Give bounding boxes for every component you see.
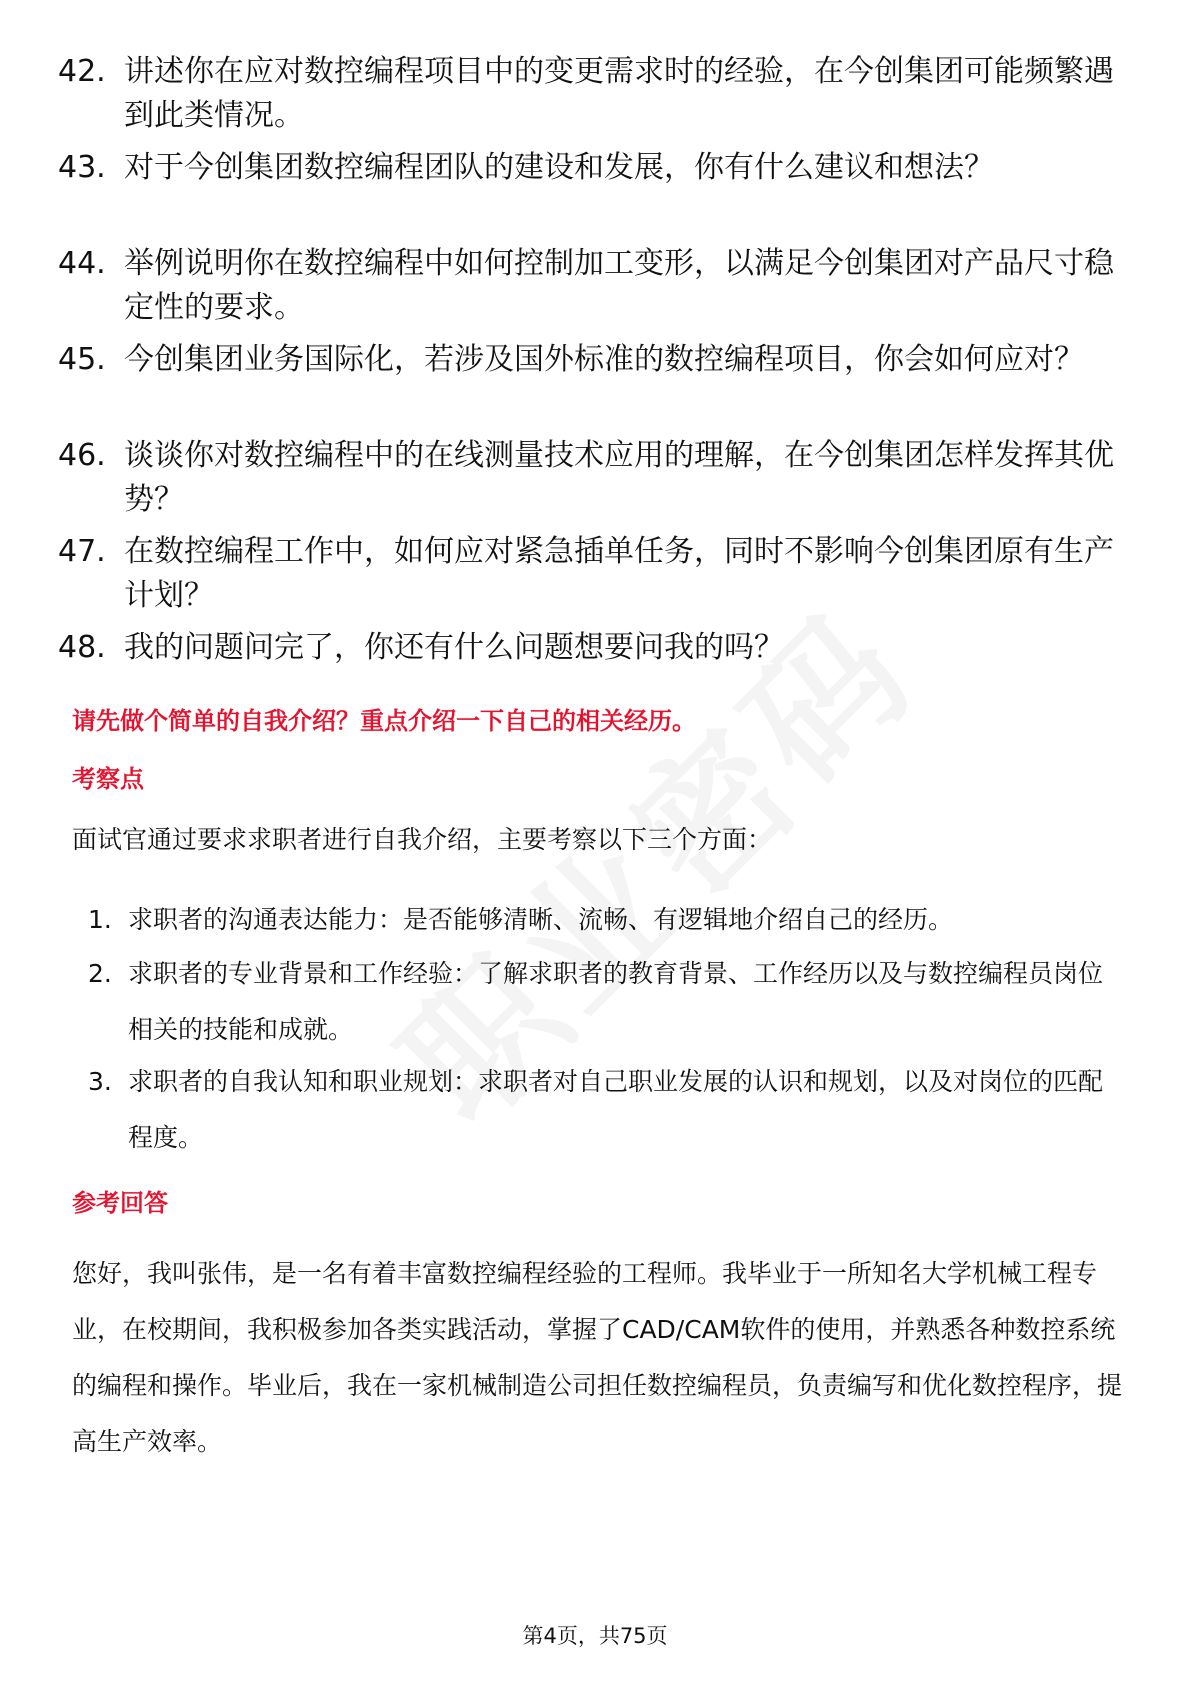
question-item <box>58 338 1118 382</box>
question-item <box>58 626 1118 670</box>
list-number: 2. <box>88 959 112 988</box>
question-number: 44. <box>58 246 106 281</box>
list-number: 1. <box>88 905 112 934</box>
list-item <box>88 946 1118 1058</box>
question-item <box>58 50 1118 138</box>
list-item <box>88 892 1118 948</box>
question-text: 对于今创集团数控编程团队的建设和发展，你有什么建议和想法？ <box>124 150 994 185</box>
question-item <box>58 146 1118 190</box>
exam-label: 考察点 <box>72 765 144 793</box>
question-number: 47. <box>58 534 106 569</box>
list-text: 求职者的沟通表达能力：是否能够清晰、流畅、有逻辑地介绍自己的经历。 <box>128 905 954 934</box>
question-item <box>58 530 1118 618</box>
question-number: 48. <box>58 630 106 665</box>
question-text: 我的问题问完了，你还有什么问题想要问我的吗？ <box>124 630 784 665</box>
question-number: 42. <box>58 54 106 89</box>
question-text: 举例说明你在数控编程中如何控制加工变形，以满足今创集团对产品尺寸稳定性的要求。 <box>124 246 1114 325</box>
section-title: 请先做个简单的自我介绍？重点介绍一下自己的相关经历。 <box>72 707 696 735</box>
list-text: 求职者的自我认知和职业规划：求职者对自己职业发展的认识和规划，以及对岗位的匹配程度。 <box>128 1067 1104 1152</box>
list-text: 求职者的专业背景和工作经验：了解求职者的教育背景、工作经历以及与数控编程员岗位相关的技能和成就。 <box>128 959 1104 1044</box>
question-text: 今创集团业务国际化，若涉及国外标准的数控编程项目，你会如何应对？ <box>124 342 1084 377</box>
question-number: 45. <box>58 342 106 377</box>
question-number: 46. <box>58 438 106 473</box>
question-text: 谈谈你对数控编程中的在线测量技术应用的理解，在今创集团怎样发挥其优势？ <box>124 438 1114 517</box>
question-number: 43. <box>58 150 106 185</box>
list-item <box>88 1054 1118 1166</box>
answer-paragraph: 您好，我叫张伟，是一名有着丰富数控编程经验的工程师。我毕业于一所知名大学机械工程专业，在校期间，我积极参加各类实践活动，掌握了CAD/CAM软件的使用，并熟悉各种数控系统的编程和操作。毕业后，我在一家机械制造公司担任数控编程员，负责编写和优化数控程序，提高生产效率。 <box>72 1259 1123 1456</box>
question-text: 在数控编程工作中，如何应对紧急插单任务，同时不影响今创集团原有生产计划？ <box>124 534 1114 613</box>
answer-label: 参考回答 <box>72 1189 168 1217</box>
question-item <box>58 434 1118 522</box>
page-footer: 第4页，共75页 <box>522 1624 668 1648</box>
question-item <box>58 242 1118 330</box>
question-text: 讲述你在应对数控编程项目中的变更需求时的经验，在今创集团可能频繁遇到此类情况。 <box>124 54 1114 133</box>
intro-paragraph: 面试官通过要求求职者进行自我介绍，主要考察以下三个方面： <box>72 825 773 854</box>
list-number: 3. <box>88 1067 112 1096</box>
